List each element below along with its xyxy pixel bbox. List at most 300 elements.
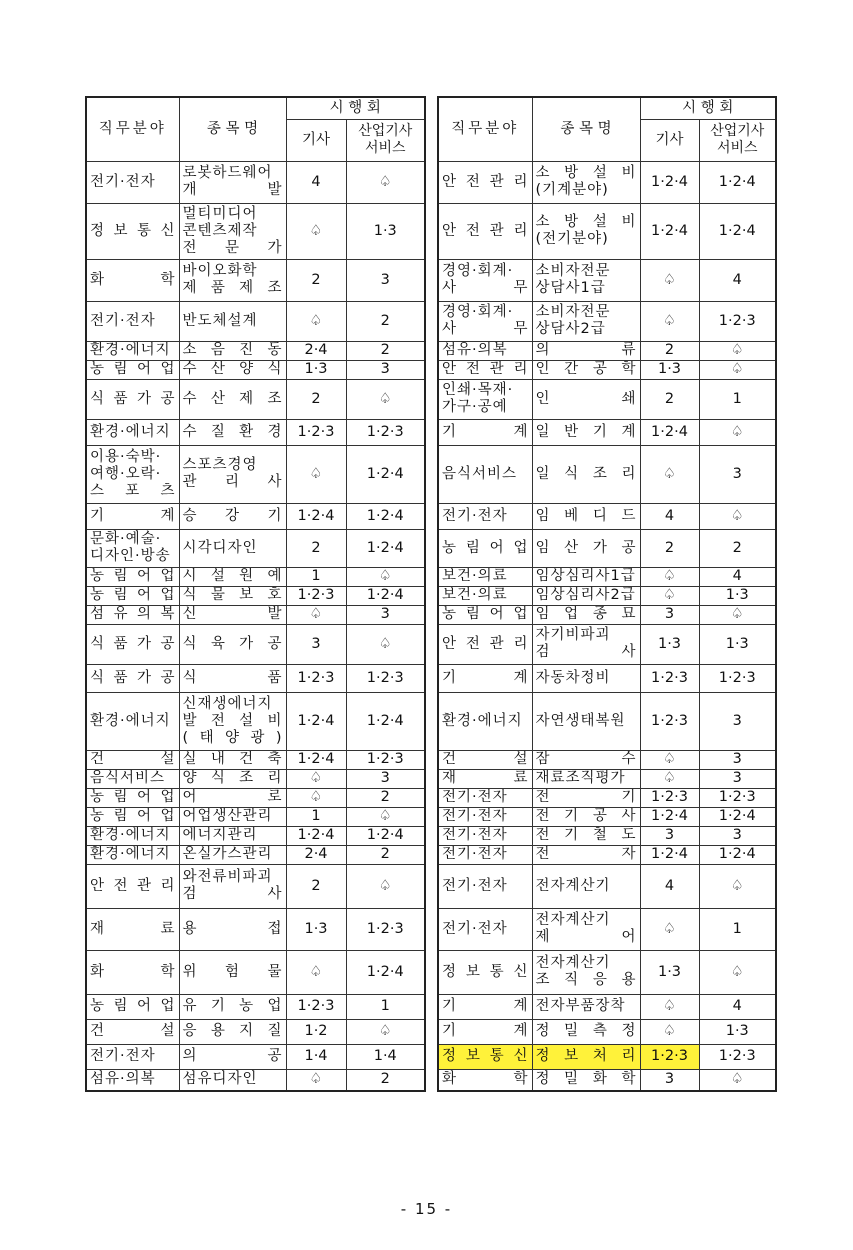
- table-row: [86, 529, 425, 567]
- engineer-cell: 1·2·3: [286, 994, 346, 1019]
- name-cell: 자연생태복원: [532, 692, 640, 750]
- name-cell: 소 음 진 동: [179, 341, 286, 360]
- name-cell: 전 기 공 사: [532, 807, 640, 826]
- engineer-cell: ♤: [640, 994, 699, 1019]
- field-cell: 정 보 통 신: [86, 203, 179, 259]
- name-cell: 인 쇄: [532, 379, 640, 419]
- engineer-cell: ♤: [286, 950, 346, 994]
- engineer-cell: 1·3: [640, 624, 699, 664]
- table-row: [438, 788, 776, 807]
- name-cell: 유 기 농 업: [179, 994, 286, 1019]
- name-cell: 멀티미디어 콘텐츠제작 전 문 가: [179, 203, 286, 259]
- table-row: [86, 750, 425, 769]
- engineer-cell: 1·2·4: [640, 203, 699, 259]
- industrial-cell: 1·2·4: [346, 503, 425, 529]
- engineer-cell: 1: [286, 807, 346, 826]
- table-row: [86, 1069, 425, 1091]
- table-row: [86, 664, 425, 692]
- industrial-cell: 1·2·4: [346, 529, 425, 567]
- field-cell: 전기·전자: [86, 1044, 179, 1069]
- field-cell: 기 계: [438, 1019, 532, 1044]
- engineer-cell: ♤: [286, 1069, 346, 1091]
- industrial-cell: 1·3: [346, 203, 425, 259]
- name-cell: 실 내 건 축: [179, 750, 286, 769]
- table-row: [438, 845, 776, 864]
- field-cell: 농 림 어 업: [86, 567, 179, 586]
- industrial-cell: ♤: [346, 379, 425, 419]
- field-cell: 농 림 어 업: [86, 807, 179, 826]
- field-cell: 전기·전자: [438, 503, 532, 529]
- table-row: [438, 161, 776, 203]
- name-cell: 시 설 원 예: [179, 567, 286, 586]
- engineer-cell: 1·3: [640, 360, 699, 379]
- industrial-cell: 1·2·3: [699, 788, 776, 807]
- table-row: [438, 567, 776, 586]
- industrial-cell: 1·2·4: [346, 586, 425, 605]
- name-cell: 승 강 기: [179, 503, 286, 529]
- engineer-cell: 1·4: [286, 1044, 346, 1069]
- field-cell: 정 보 통 신: [438, 1044, 532, 1069]
- engineer-cell: ♤: [286, 788, 346, 807]
- engineer-cell: ♤: [640, 750, 699, 769]
- engineer-cell: ♤: [640, 1019, 699, 1044]
- industrial-cell: 1·4: [346, 1044, 425, 1069]
- field-cell: 농 림 어 업: [438, 605, 532, 624]
- table-row: [438, 586, 776, 605]
- field-cell: 경영·회계· 사 무: [438, 301, 532, 341]
- name-cell: 에너지관리: [179, 826, 286, 845]
- industrial-cell: 3: [346, 605, 425, 624]
- field-cell: 농 림 어 업: [86, 360, 179, 379]
- industrial-cell: ♤: [699, 864, 776, 908]
- field-cell: 재 료: [86, 908, 179, 950]
- engineer-cell: ♤: [640, 769, 699, 788]
- header-engineer: 기사: [286, 119, 346, 161]
- industrial-cell: 1·2·4: [699, 807, 776, 826]
- table-row: [86, 586, 425, 605]
- engineer-cell: 2: [640, 379, 699, 419]
- field-cell: 화 학: [86, 950, 179, 994]
- table-row: [438, 360, 776, 379]
- industrial-cell: 1·2·4: [699, 203, 776, 259]
- industrial-cell: 1·2·3: [346, 908, 425, 950]
- engineer-cell: 1·2·3: [286, 419, 346, 445]
- engineer-cell: 4: [640, 503, 699, 529]
- industrial-cell: ♤: [346, 1019, 425, 1044]
- table-row: [438, 908, 776, 950]
- industrial-cell: 1·2·3: [699, 1044, 776, 1069]
- table-row: [438, 1044, 776, 1069]
- engineer-cell: 2: [286, 864, 346, 908]
- field-cell: 식 품 가 공: [86, 624, 179, 664]
- industrial-cell: 2: [346, 1069, 425, 1091]
- field-cell: 환경·에너지: [438, 692, 532, 750]
- name-cell: 위 험 물: [179, 950, 286, 994]
- name-cell: 임 업 종 묘: [532, 605, 640, 624]
- field-cell: 화 학: [438, 1069, 532, 1091]
- industrial-cell: ♤: [699, 341, 776, 360]
- table-row: [438, 259, 776, 301]
- table-row: [438, 826, 776, 845]
- engineer-cell: ♤: [640, 301, 699, 341]
- table-row: [86, 445, 425, 503]
- name-cell: 인 간 공 학: [532, 360, 640, 379]
- engineer-cell: 1·2·3: [640, 788, 699, 807]
- field-cell: 식 품 가 공: [86, 664, 179, 692]
- field-cell: 섬유·의복: [86, 1069, 179, 1091]
- field-cell: 정 보 통 신: [438, 950, 532, 994]
- engineer-cell: 1·2·3: [640, 1044, 699, 1069]
- engineer-cell: 1·2·4: [640, 807, 699, 826]
- field-cell: 전기·전자: [438, 845, 532, 864]
- engineer-cell: 1·2·4: [286, 826, 346, 845]
- field-cell: 안 전 관 리: [438, 624, 532, 664]
- table-row: [86, 341, 425, 360]
- industrial-cell: ♤: [699, 503, 776, 529]
- name-cell: 어 로: [179, 788, 286, 807]
- table-row: [86, 567, 425, 586]
- industrial-cell: 1·2·4: [346, 692, 425, 750]
- industrial-cell: 1: [699, 908, 776, 950]
- name-cell: 소 방 설 비 (전기분야): [532, 203, 640, 259]
- engineer-cell: ♤: [286, 301, 346, 341]
- field-cell: 전기·전자: [86, 301, 179, 341]
- name-cell: 소비자전문 상담사2급: [532, 301, 640, 341]
- industrial-cell: 1·2·3: [346, 419, 425, 445]
- field-cell: 농 림 어 업: [86, 788, 179, 807]
- field-cell: 전기·전자: [86, 161, 179, 203]
- field-cell: 전기·전자: [438, 864, 532, 908]
- name-cell: 응 용 지 질: [179, 1019, 286, 1044]
- industrial-cell: 1·2·3: [346, 750, 425, 769]
- engineer-cell: ♤: [286, 769, 346, 788]
- engineer-cell: ♤: [286, 445, 346, 503]
- table-row: [438, 769, 776, 788]
- name-cell: 재료조직평가: [532, 769, 640, 788]
- industrial-cell: 3: [699, 826, 776, 845]
- field-cell: 환경·에너지: [86, 341, 179, 360]
- industrial-cell: 2: [346, 788, 425, 807]
- table-row: [86, 379, 425, 419]
- field-cell: 환경·에너지: [86, 826, 179, 845]
- engineer-cell: 1·2·3: [640, 692, 699, 750]
- engineer-cell: 1·2·4: [286, 750, 346, 769]
- table-row: [438, 994, 776, 1019]
- field-cell: 기 계: [438, 994, 532, 1019]
- industrial-cell: 1·2·4: [699, 845, 776, 864]
- name-cell: 잠 수: [532, 750, 640, 769]
- engineer-cell: 2: [286, 259, 346, 301]
- engineer-cell: 1·3: [286, 360, 346, 379]
- field-cell: 문화·예술· 디자인·방송: [86, 529, 179, 567]
- field-cell: 건 설: [86, 750, 179, 769]
- name-cell: 스포츠경영 관 리 사: [179, 445, 286, 503]
- industrial-cell: 4: [699, 259, 776, 301]
- name-cell: 자동차정비: [532, 664, 640, 692]
- industrial-cell: ♤: [699, 950, 776, 994]
- name-cell: 일 식 조 리: [532, 445, 640, 503]
- field-cell: 보건·의료: [438, 586, 532, 605]
- name-cell: 시각디자인: [179, 529, 286, 567]
- table-row: [438, 950, 776, 994]
- industrial-cell: 1·2·4: [346, 950, 425, 994]
- engineer-cell: 3: [286, 624, 346, 664]
- industrial-cell: 1: [346, 994, 425, 1019]
- industrial-cell: 4: [699, 994, 776, 1019]
- table-row: [438, 624, 776, 664]
- engineer-cell: ♤: [286, 203, 346, 259]
- field-cell: 농 림 어 업: [86, 994, 179, 1019]
- table-row: [438, 692, 776, 750]
- engineer-cell: 2·4: [286, 845, 346, 864]
- engineer-cell: 3: [640, 826, 699, 845]
- table-row: [438, 379, 776, 419]
- field-cell: 환경·에너지: [86, 692, 179, 750]
- industrial-cell: 1·2·4: [699, 161, 776, 203]
- engineer-cell: 1·2·3: [640, 664, 699, 692]
- engineer-cell: 1·2·4: [640, 845, 699, 864]
- industrial-cell: ♤: [346, 624, 425, 664]
- name-cell: 정 밀 측 정: [532, 1019, 640, 1044]
- field-cell: 환경·에너지: [86, 419, 179, 445]
- engineer-cell: ♤: [640, 259, 699, 301]
- field-cell: 안 전 관 리: [86, 864, 179, 908]
- table-row: [438, 605, 776, 624]
- table-row: [438, 203, 776, 259]
- field-cell: 전기·전자: [438, 807, 532, 826]
- table-row: [86, 788, 425, 807]
- engineer-cell: 1·3: [286, 908, 346, 950]
- field-cell: 기 계: [438, 419, 532, 445]
- name-cell: 일 반 기 계: [532, 419, 640, 445]
- industrial-cell: 2: [346, 845, 425, 864]
- table-row: [86, 301, 425, 341]
- field-cell: 기 계: [438, 664, 532, 692]
- field-cell: 농 림 어 업: [438, 529, 532, 567]
- table-row: [438, 503, 776, 529]
- engineer-cell: 2: [286, 379, 346, 419]
- table-row: [438, 750, 776, 769]
- industrial-cell: 3: [346, 259, 425, 301]
- header-field: 직무분야: [86, 97, 179, 161]
- industrial-cell: 1·2·3: [346, 664, 425, 692]
- industrial-cell: ♤: [346, 864, 425, 908]
- engineer-cell: 1·2·4: [286, 503, 346, 529]
- field-cell: 식 품 가 공: [86, 379, 179, 419]
- table-row: [86, 1019, 425, 1044]
- name-cell: 섬유디자인: [179, 1069, 286, 1091]
- name-cell: 임상심리사2급: [532, 586, 640, 605]
- industrial-cell: 1·2·4: [346, 445, 425, 503]
- table-row: [438, 1069, 776, 1091]
- name-cell: 양 식 조 리: [179, 769, 286, 788]
- header-industrial: 산업기사 서비스: [346, 119, 425, 161]
- field-cell: 안 전 관 리: [438, 203, 532, 259]
- field-cell: 환경·에너지: [86, 845, 179, 864]
- engineer-cell: 4: [640, 864, 699, 908]
- engineer-cell: 1·2·4: [640, 161, 699, 203]
- table-row: [438, 1019, 776, 1044]
- right-table: [437, 96, 777, 1092]
- industrial-cell: 2: [346, 341, 425, 360]
- industrial-cell: 1: [699, 379, 776, 419]
- engineer-cell: 2: [640, 529, 699, 567]
- field-cell: 재 료: [438, 769, 532, 788]
- engineer-cell: 2: [640, 341, 699, 360]
- industrial-cell: 1·3: [699, 624, 776, 664]
- name-cell: 전자계산기: [532, 864, 640, 908]
- field-cell: 이용·숙박· 여행·오락· 스 포 츠: [86, 445, 179, 503]
- name-cell: 전자계산기 제 어: [532, 908, 640, 950]
- engineer-cell: ♤: [640, 445, 699, 503]
- engineer-cell: 4: [286, 161, 346, 203]
- field-cell: 농 림 어 업: [86, 586, 179, 605]
- name-cell: 임상심리사1급: [532, 567, 640, 586]
- industrial-cell: 2: [699, 529, 776, 567]
- table-row: [86, 161, 425, 203]
- name-cell: 의 류: [532, 341, 640, 360]
- engineer-cell: 3: [640, 605, 699, 624]
- engineer-cell: 1·2·3: [286, 664, 346, 692]
- industrial-cell: ♤: [699, 1069, 776, 1091]
- table-row: [86, 826, 425, 845]
- left-table: [85, 96, 426, 1092]
- industrial-cell: 1·3: [699, 586, 776, 605]
- name-cell: 정 밀 화 학: [532, 1069, 640, 1091]
- field-cell: 전기·전자: [438, 908, 532, 950]
- table-row: [86, 994, 425, 1019]
- field-cell: 보건·의료: [438, 567, 532, 586]
- name-cell: 식 품: [179, 664, 286, 692]
- name-cell: 전 기: [532, 788, 640, 807]
- name-cell: 임 베 디 드: [532, 503, 640, 529]
- engineer-cell: 3: [640, 1069, 699, 1091]
- table-row: [86, 692, 425, 750]
- name-cell: 전 기 철 도: [532, 826, 640, 845]
- table-row: [86, 864, 425, 908]
- table-row: [438, 807, 776, 826]
- industrial-cell: ♤: [699, 360, 776, 379]
- table-row: [438, 341, 776, 360]
- industrial-cell: 1·2·4: [346, 826, 425, 845]
- industrial-cell: 1·3: [699, 1019, 776, 1044]
- industrial-cell: 3: [699, 750, 776, 769]
- name-cell: 임 산 가 공: [532, 529, 640, 567]
- industrial-cell: 3: [346, 360, 425, 379]
- engineer-cell: ♤: [640, 908, 699, 950]
- field-cell: 안 전 관 리: [438, 161, 532, 203]
- table-row: [86, 769, 425, 788]
- industrial-cell: 4: [699, 567, 776, 586]
- table-row: [438, 864, 776, 908]
- header-rounds: 시 행 회: [640, 97, 776, 119]
- table-row: [86, 1044, 425, 1069]
- table-row: [86, 503, 425, 529]
- engineer-cell: 1·2·3: [286, 586, 346, 605]
- table-row: [86, 259, 425, 301]
- field-cell: 기 계: [86, 503, 179, 529]
- name-cell: 의 공: [179, 1044, 286, 1069]
- name-cell: 식 육 가 공: [179, 624, 286, 664]
- engineer-cell: 1·2·4: [640, 419, 699, 445]
- name-cell: 정 보 처 리: [532, 1044, 640, 1069]
- industrial-cell: 2: [346, 301, 425, 341]
- industrial-cell: 3: [699, 769, 776, 788]
- field-cell: 경영·회계· 사 무: [438, 259, 532, 301]
- field-cell: 음식서비스: [86, 769, 179, 788]
- industrial-cell: 3: [346, 769, 425, 788]
- industrial-cell: ♤: [699, 419, 776, 445]
- table-row: [438, 529, 776, 567]
- name-cell: 전 자: [532, 845, 640, 864]
- page-number: - 15 -: [400, 1200, 453, 1218]
- engineer-cell: ♤: [286, 605, 346, 624]
- engineer-cell: 1·3: [640, 950, 699, 994]
- header-industrial: 산업기사 서비스: [699, 119, 776, 161]
- engineer-cell: 1: [286, 567, 346, 586]
- engineer-cell: 2·4: [286, 341, 346, 360]
- table-row: [86, 203, 425, 259]
- name-cell: 전자계산기 조 직 응 용: [532, 950, 640, 994]
- name-cell: 신재생에너지 발 전 설 비 ( 태 양 광 ): [179, 692, 286, 750]
- name-cell: 로봇하드웨어 개 발: [179, 161, 286, 203]
- name-cell: 수 산 양 식: [179, 360, 286, 379]
- name-cell: 수 질 환 경: [179, 419, 286, 445]
- industrial-cell: 3: [699, 692, 776, 750]
- name-cell: 자기비파괴 검 사: [532, 624, 640, 664]
- table-row: [438, 664, 776, 692]
- table-row: [86, 908, 425, 950]
- table-row: [86, 419, 425, 445]
- name-cell: 온실가스관리: [179, 845, 286, 864]
- industrial-cell: ♤: [346, 567, 425, 586]
- table-row: [438, 445, 776, 503]
- field-cell: 음식서비스: [438, 445, 532, 503]
- table-row: [438, 419, 776, 445]
- table-row: [86, 360, 425, 379]
- name-cell: 바이오화학 제 품 제 조: [179, 259, 286, 301]
- name-cell: 와전류비파괴 검 사: [179, 864, 286, 908]
- industrial-cell: ♤: [346, 807, 425, 826]
- field-cell: 전기·전자: [438, 826, 532, 845]
- field-cell: 화 학: [86, 259, 179, 301]
- field-cell: 건 설: [86, 1019, 179, 1044]
- name-cell: 전자부품장착: [532, 994, 640, 1019]
- table-row: [86, 624, 425, 664]
- field-cell: 안 전 관 리: [438, 360, 532, 379]
- field-cell: 섬유·의복: [438, 341, 532, 360]
- header-engineer: 기사: [640, 119, 699, 161]
- engineer-cell: 1·2·4: [286, 692, 346, 750]
- name-cell: 소 방 설 비 (기계분야): [532, 161, 640, 203]
- engineer-cell: ♤: [640, 567, 699, 586]
- header-name: 종 목 명: [179, 97, 286, 161]
- table-row: [438, 301, 776, 341]
- name-cell: 어업생산관리: [179, 807, 286, 826]
- header-name: 종 목 명: [532, 97, 640, 161]
- table-row: [86, 845, 425, 864]
- field-cell: 건 설: [438, 750, 532, 769]
- engineer-cell: 2: [286, 529, 346, 567]
- table-row: [86, 950, 425, 994]
- engineer-cell: ♤: [640, 586, 699, 605]
- name-cell: 반도체설계: [179, 301, 286, 341]
- table-row: [86, 605, 425, 624]
- name-cell: 용 접: [179, 908, 286, 950]
- name-cell: 식 물 보 호: [179, 586, 286, 605]
- industrial-cell: ♤: [346, 161, 425, 203]
- industrial-cell: 1·2·3: [699, 664, 776, 692]
